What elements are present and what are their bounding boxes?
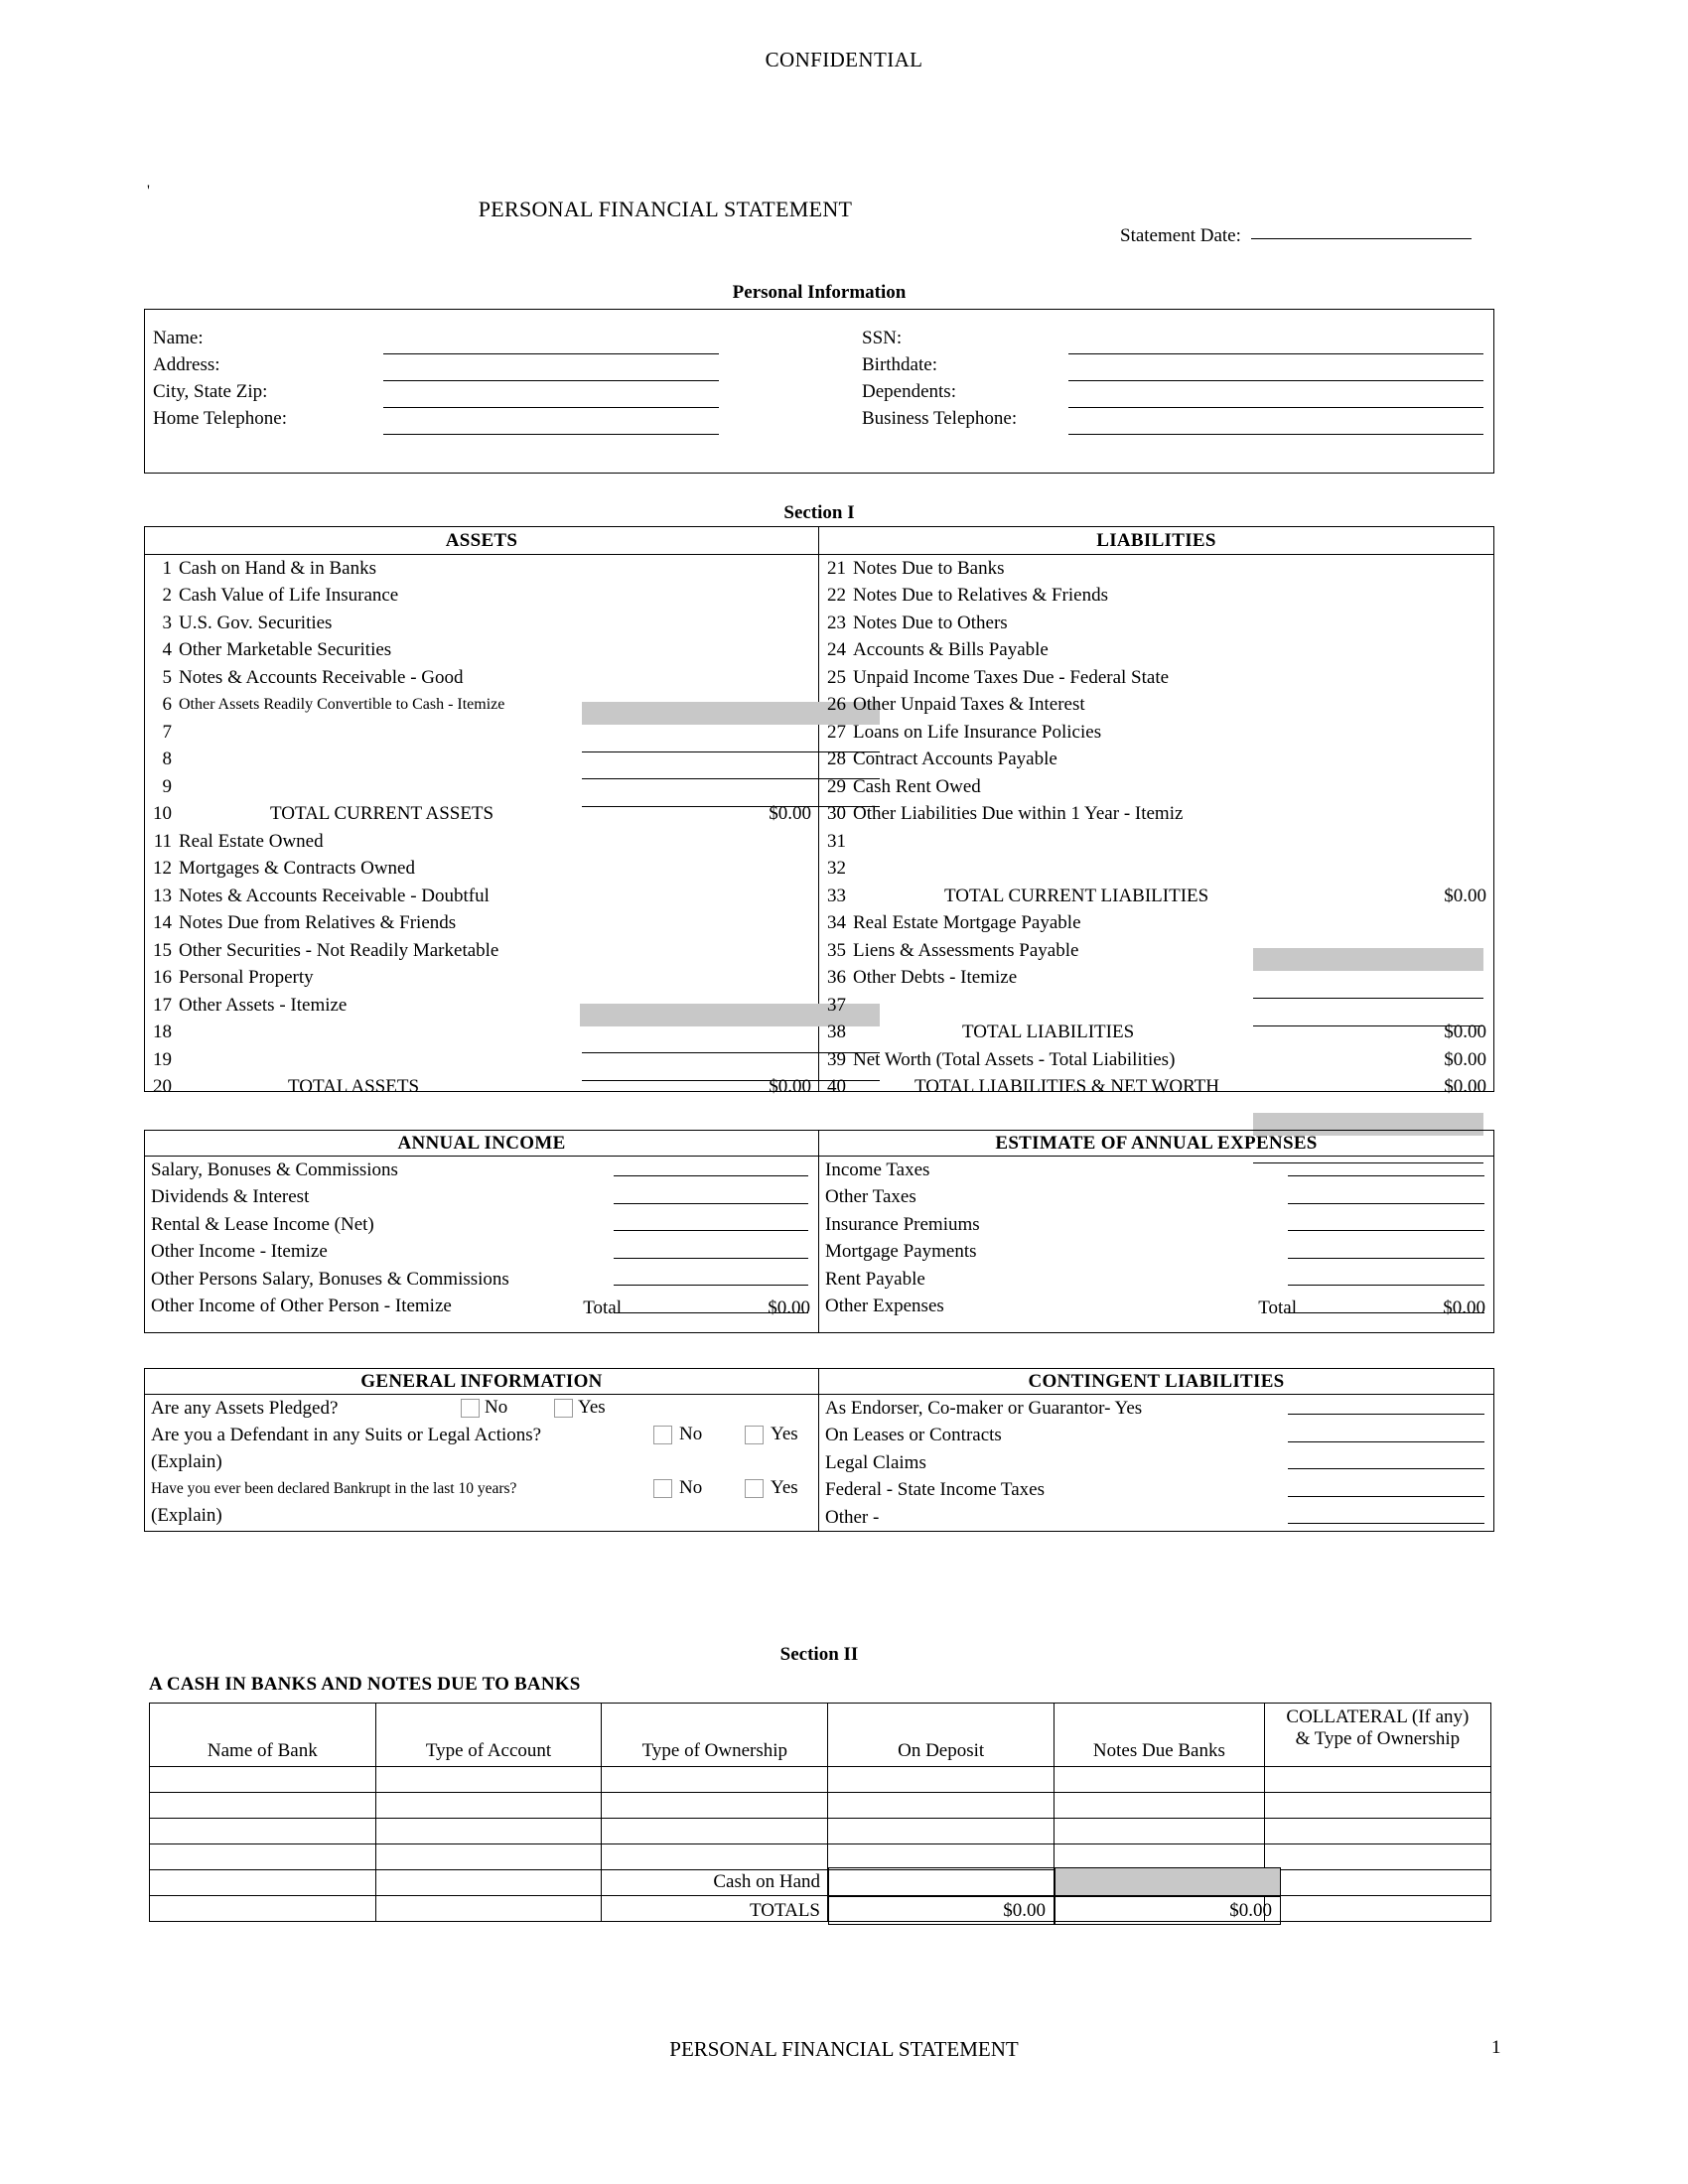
annual-income-label: Other Persons Salary, Bonuses & Commissions (151, 1268, 509, 1290)
contingent-liability-label: As Endorser, Co-maker or Guarantor- Yes (825, 1397, 1143, 1419)
defendant-no-checkbox[interactable] (653, 1426, 672, 1444)
assets-line-number: 17 (153, 994, 172, 1016)
assets-line-label: Cash Value of Life Insurance (179, 585, 399, 607)
annual-income-rows (145, 1157, 818, 1320)
assets-line-number: 10 (153, 803, 172, 825)
statement-date-field[interactable] (1120, 224, 1472, 247)
assets-pledged-yes-label: Yes (578, 1397, 606, 1418)
page-title: PERSONAL FINANCIAL STATEMENT (478, 197, 853, 221)
liabilities-line-number: 30 (827, 803, 846, 825)
income-input-4[interactable] (614, 1258, 808, 1259)
bank-table-cell[interactable] (1264, 1793, 1490, 1819)
income-total-label: Total (583, 1297, 622, 1318)
liabilities-line-number: 35 (827, 939, 846, 961)
annual-expense-label: Insurance Premiums (825, 1213, 980, 1235)
assets-row (145, 1074, 818, 1102)
liabilities-line-number: 39 (827, 1048, 846, 1070)
assets-row (145, 801, 818, 829)
bank-table-cell[interactable] (1264, 1819, 1490, 1844)
liabilities-line-label: Real Estate Mortgage Payable (853, 912, 1081, 934)
liabilities-row (819, 828, 1493, 856)
assets-line-number: 3 (162, 612, 172, 633)
contingent-liability-label: Legal Claims (825, 1451, 926, 1473)
liabilities-line-label: Notes Due to Relatives & Friends (853, 585, 1108, 607)
assets-line-label: Real Estate Owned (179, 830, 324, 852)
liabilities-row (819, 719, 1493, 747)
liabilities-column (819, 527, 1493, 1098)
label-home-telephone: Home Telephone: (153, 408, 287, 429)
personal-information-heading: Personal Information (732, 282, 907, 303)
personal-information-box (144, 309, 1494, 474)
defendant-no-label: No (679, 1424, 703, 1444)
assets-line-number: 1 (162, 557, 172, 579)
liabilities-line-amount: $0.00 (1444, 1022, 1486, 1043)
statement-date-label: Statement Date: (1120, 225, 1241, 246)
annual-income-label: Rental & Lease Income (Net) (151, 1213, 374, 1235)
bank-table-cell[interactable] (375, 1844, 602, 1870)
annual-expenses-rows (819, 1157, 1493, 1320)
liabilities-line-number: 31 (827, 830, 846, 852)
assets-line-number: 18 (153, 1022, 172, 1043)
annual-income-row (145, 1294, 818, 1321)
stray-tick-mark: ' (147, 183, 150, 200)
bankrupt-yes-checkbox[interactable] (745, 1479, 764, 1498)
liabilities-line-label: Accounts & Bills Payable (853, 639, 1049, 661)
liabilities-line-label: Notes Due to Others (853, 612, 1008, 633)
contingent-input-5[interactable] (1288, 1523, 1484, 1524)
assets-line-label: Cash on Hand & in Banks (179, 557, 376, 579)
label-name: Name: (153, 328, 204, 348)
assets-pledged-no-label: No (485, 1397, 508, 1418)
collateral-line-1: COLLATERAL (If any) (1286, 1706, 1470, 1727)
expense-input-6[interactable] (1288, 1312, 1484, 1313)
general-question-3: Have you ever been declared Bankrupt in the last 10 years? (151, 1479, 517, 1497)
annual-expense-label: Other Taxes (825, 1186, 916, 1208)
liabilities-line-label: Loans on Life Insurance Policies (853, 721, 1102, 743)
general-contingent-box (144, 1368, 1494, 1532)
income-expenses-box (144, 1130, 1494, 1333)
input-home-telephone[interactable] (383, 434, 719, 435)
liabilities-line-label: TOTAL CURRENT LIABILITIES (944, 885, 1209, 906)
annual-income-row (145, 1157, 818, 1184)
contingent-input-1[interactable] (1288, 1414, 1484, 1415)
annual-expenses-heading: ESTIMATE OF ANNUAL EXPENSES (819, 1131, 1493, 1157)
section-one-label: Section I (783, 502, 855, 523)
expenses-total-value: $0.00 (1443, 1297, 1485, 1318)
assets-row (145, 856, 818, 884)
contingent-liability-label: On Leases or Contracts (825, 1425, 1002, 1446)
liabilities-row (819, 664, 1493, 692)
contingent-input-3[interactable] (1288, 1468, 1484, 1469)
defendant-yes-checkbox[interactable] (745, 1426, 764, 1444)
liabilities-row (819, 801, 1493, 829)
liabilities-row (819, 992, 1493, 1020)
label-birthdate: Birthdate: (862, 354, 937, 375)
bank-table-cell[interactable] (150, 1844, 376, 1870)
liabilities-line-number: 28 (827, 749, 846, 770)
liabilities-line-number: 21 (827, 557, 846, 579)
liabilities-row (819, 856, 1493, 884)
assets-line-number: 12 (153, 858, 172, 880)
liabilities-row (819, 1020, 1493, 1047)
assets-liabilities-box (144, 526, 1494, 1098)
footer-page-number: 1 (1491, 2037, 1501, 2058)
bank-table-cell[interactable] (828, 1793, 1055, 1819)
liabilities-line-label: Cash Rent Owed (853, 775, 981, 797)
table-row (150, 1793, 1491, 1819)
col-header-collateral (1264, 1704, 1490, 1767)
section-two-subtitle: A CASH IN BANKS AND NOTES DUE TO BANKS (149, 1674, 581, 1695)
income-input-2[interactable] (614, 1203, 808, 1204)
assets-line-label: Other Assets - Itemize (179, 994, 348, 1016)
bank-table-cell[interactable] (1055, 1767, 1265, 1793)
annual-income-label: Dividends & Interest (151, 1186, 310, 1208)
assets-pledged-no-checkbox[interactable] (461, 1399, 480, 1418)
general-question-3-row (145, 1475, 818, 1502)
col-header-on-deposit: On Deposit (828, 1704, 1055, 1767)
annual-income-column (145, 1131, 819, 1332)
liabilities-line-number: 24 (827, 639, 846, 661)
assets-line-number: 8 (162, 749, 172, 770)
bankrupt-yes-label: Yes (771, 1477, 798, 1498)
assets-heading: ASSETS (145, 527, 818, 555)
bank-table-cell[interactable] (1055, 1844, 1265, 1870)
assets-row (145, 610, 818, 637)
footer-title: PERSONAL FINANCIAL STATEMENT (669, 2037, 1019, 2061)
col-header-type-of-account: Type of Account (375, 1704, 602, 1767)
assets-row (145, 1046, 818, 1074)
liabilities-row (819, 692, 1493, 720)
liabilities-row (819, 747, 1493, 774)
statement-date-rule[interactable] (1251, 224, 1472, 239)
assets-column (145, 527, 819, 1098)
annual-expense-label: Rent Payable (825, 1268, 925, 1290)
liabilities-line-amount: $0.00 (1444, 1076, 1486, 1098)
bank-table-cell[interactable] (602, 1793, 828, 1819)
annual-expense-row (819, 1294, 1493, 1321)
bank-table-cell[interactable] (828, 1767, 1055, 1793)
assets-line-amount: $0.00 (769, 803, 811, 825)
assets-line-number: 4 (162, 639, 172, 661)
annual-income-row (145, 1211, 818, 1239)
input-dependents[interactable] (1068, 407, 1483, 408)
assets-row (145, 664, 818, 692)
input-ssn[interactable] (1068, 353, 1483, 354)
assets-line-label: Notes & Accounts Receivable - Good (179, 666, 464, 688)
contingent-liabilities-column (819, 1369, 1493, 1531)
assets-line-number: 20 (153, 1076, 172, 1098)
annual-income-row (145, 1266, 818, 1294)
assets-line-label: Other Marketable Securities (179, 639, 392, 661)
bank-table-header (150, 1704, 1491, 1767)
liabilities-input-32[interactable] (1253, 1025, 1483, 1026)
cash-on-hand-label: Cash on Hand (713, 1870, 820, 1892)
income-input-3[interactable] (614, 1230, 808, 1231)
assets-row (145, 883, 818, 910)
input-business-telephone[interactable] (1068, 434, 1483, 435)
bank-table-cell[interactable] (602, 1767, 828, 1793)
totals-notes-due-value: $0.00 (1055, 1896, 1281, 1925)
liabilities-line-number: 38 (827, 1022, 846, 1043)
liabilities-rows (819, 555, 1493, 1101)
general-information-column (145, 1369, 819, 1531)
liabilities-line-number: 34 (827, 912, 846, 934)
assets-row (145, 583, 818, 611)
contingent-liabilities-heading: CONTINGENT LIABILITIES (819, 1369, 1493, 1395)
general-question-1: Are any Assets Pledged? (151, 1397, 339, 1419)
label-business-telephone: Business Telephone: (862, 408, 1018, 429)
contingent-liability-row (819, 1504, 1493, 1532)
contingent-liability-label: Federal - State Income Taxes (825, 1479, 1045, 1501)
contingent-liabilities-rows (819, 1395, 1493, 1532)
liabilities-line-label: Net Worth (Total Assets - Total Liabilities) (853, 1048, 1176, 1070)
bank-table-cell[interactable] (150, 1767, 376, 1793)
table-row (150, 1819, 1491, 1844)
liabilities-row (819, 637, 1493, 665)
bank-table-cell[interactable] (828, 1819, 1055, 1844)
assets-line-number: 5 (162, 666, 172, 688)
bank-table-cell[interactable] (375, 1819, 602, 1844)
liabilities-row (819, 883, 1493, 910)
cash-on-hand-deposit-input[interactable] (828, 1867, 1055, 1896)
annual-expense-row (819, 1184, 1493, 1212)
liabilities-line-label: TOTAL LIABILITIES (962, 1022, 1135, 1043)
assets-pledged-yes-checkbox[interactable] (554, 1399, 573, 1418)
confidential-marking: CONFIDENTIAL (765, 48, 923, 71)
contingent-liability-row (819, 1423, 1493, 1450)
liabilities-row (819, 555, 1493, 583)
liabilities-input-31[interactable] (1253, 998, 1483, 999)
bank-table-cell[interactable] (375, 1767, 602, 1793)
assets-line-label: U.S. Gov. Securities (179, 612, 333, 633)
assets-line-number: 9 (162, 775, 172, 797)
assets-line-number: 19 (153, 1048, 172, 1070)
annual-income-label: Other Income of Other Person - Itemize (151, 1296, 452, 1317)
assets-line-label: TOTAL ASSETS (288, 1076, 420, 1098)
collateral-line-2: & Type of Ownership (1295, 1727, 1461, 1749)
annual-expense-row (819, 1157, 1493, 1184)
liabilities-line-number: 22 (827, 585, 846, 607)
assets-row (145, 965, 818, 993)
assets-line-label: Mortgages & Contracts Owned (179, 858, 415, 880)
liabilities-line-label: Other Debts - Itemize (853, 967, 1018, 989)
assets-line-label: Notes & Accounts Receivable - Doubtful (179, 885, 490, 906)
liabilities-line-number: 27 (827, 721, 846, 743)
assets-line-amount: $0.00 (769, 1076, 811, 1098)
bank-table-cell[interactable] (1055, 1793, 1265, 1819)
annual-income-heading: ANNUAL INCOME (145, 1131, 818, 1157)
liabilities-row (819, 610, 1493, 637)
annual-expense-label: Other Expenses (825, 1296, 944, 1317)
liabilities-line-amount: $0.00 (1444, 885, 1486, 906)
assets-row (145, 828, 818, 856)
liabilities-line-amount: $0.00 (1444, 1048, 1486, 1070)
assets-row (145, 637, 818, 665)
general-explain-2-row[interactable] (145, 1502, 818, 1529)
contingent-liability-row (819, 1395, 1493, 1423)
cash-on-hand-notes-cell (1055, 1867, 1281, 1896)
bank-table-cell[interactable] (828, 1844, 1055, 1870)
bank-table-cell[interactable] (602, 1819, 828, 1844)
contingent-input-2[interactable] (1288, 1441, 1484, 1442)
liabilities-line-label: Liens & Assessments Payable (853, 939, 1079, 961)
expense-input-1[interactable] (1288, 1175, 1484, 1176)
totals-on-deposit-value: $0.00 (828, 1896, 1055, 1925)
liabilities-line-label: Other Liabilities Due within 1 Year - Itemiz (853, 803, 1184, 825)
assets-line-label: Personal Property (179, 967, 314, 989)
income-total-value: $0.00 (768, 1297, 810, 1318)
input-birthdate[interactable] (1068, 380, 1483, 381)
liabilities-itemize-fill-30[interactable] (1253, 948, 1483, 971)
assets-line-label: Other Assets Readily Convertible to Cash - Itemize (179, 696, 505, 714)
bank-table-cell[interactable] (375, 1793, 602, 1819)
annual-expense-row (819, 1211, 1493, 1239)
annual-expenses-column (819, 1131, 1493, 1332)
bank-totals-area (149, 1867, 1491, 1925)
assets-line-number: 14 (153, 912, 172, 934)
liabilities-line-label: TOTAL LIABILITIES & NET WORTH (914, 1076, 1219, 1098)
general-question-1-row (145, 1395, 818, 1422)
general-explain-1-row[interactable] (145, 1448, 818, 1475)
label-address: Address: (153, 354, 220, 375)
expense-input-3[interactable] (1288, 1230, 1484, 1231)
liabilities-heading: LIABILITIES (819, 527, 1493, 555)
assets-row (145, 555, 818, 583)
bank-table-cell[interactable] (150, 1793, 376, 1819)
cash-on-hand-row (149, 1867, 1491, 1896)
liabilities-line-number: 29 (827, 775, 846, 797)
label-ssn: SSN: (862, 328, 903, 348)
liabilities-line-label: Contract Accounts Payable (853, 749, 1057, 770)
liabilities-line-label: Notes Due to Banks (853, 557, 1005, 579)
bank-table-cell[interactable] (1055, 1819, 1265, 1844)
general-explain-1: (Explain) (151, 1450, 222, 1472)
liabilities-row (819, 1074, 1493, 1102)
col-header-name-of-bank: Name of Bank (150, 1704, 376, 1767)
section-two-label: Section II (779, 1644, 859, 1665)
annual-income-label: Other Income - Itemize (151, 1241, 328, 1263)
contingent-liability-row (819, 1477, 1493, 1505)
liabilities-line-number: 25 (827, 666, 846, 688)
annual-expense-row (819, 1239, 1493, 1267)
assets-line-number: 15 (153, 939, 172, 961)
expense-input-5[interactable] (1288, 1285, 1484, 1286)
assets-line-label: Other Securities - Not Readily Marketable (179, 939, 499, 961)
liabilities-row (819, 910, 1493, 938)
expenses-total-label: Total (1258, 1297, 1297, 1318)
input-name[interactable] (383, 353, 719, 354)
liabilities-line-number: 32 (827, 858, 846, 880)
assets-row (145, 747, 818, 774)
annual-expense-row (819, 1266, 1493, 1294)
liabilities-line-label: Other Unpaid Taxes & Interest (853, 694, 1085, 716)
bank-table-cell[interactable] (150, 1819, 376, 1844)
totals-label: TOTALS (750, 1899, 820, 1921)
contingent-input-4[interactable] (1288, 1496, 1484, 1497)
bank-table-cell[interactable] (602, 1844, 828, 1870)
contingent-liability-label: Other - (825, 1506, 880, 1528)
annual-income-label: Salary, Bonuses & Commissions (151, 1159, 398, 1180)
bankrupt-no-checkbox[interactable] (653, 1479, 672, 1498)
income-input-5[interactable] (614, 1285, 808, 1286)
assets-line-label: Notes Due from Relatives & Friends (179, 912, 457, 934)
general-question-2-row (145, 1422, 818, 1448)
liabilities-line-number: 33 (827, 885, 846, 906)
assets-line-number: 13 (153, 885, 172, 906)
table-row (150, 1844, 1491, 1870)
assets-row (145, 910, 818, 938)
input-city-state-zip[interactable] (383, 407, 719, 408)
assets-line-number: 16 (153, 967, 172, 989)
general-explain-2: (Explain) (151, 1504, 222, 1526)
defendant-yes-label: Yes (771, 1424, 798, 1444)
annual-expense-label: Mortgage Payments (825, 1241, 977, 1263)
table-row (150, 1767, 1491, 1793)
annual-income-row (145, 1184, 818, 1212)
col-header-notes-due-banks: Notes Due Banks (1055, 1704, 1265, 1767)
annual-income-row (145, 1239, 818, 1267)
bankrupt-no-label: No (679, 1477, 703, 1498)
assets-line-number: 6 (162, 694, 172, 716)
annual-expense-label: Income Taxes (825, 1159, 930, 1180)
assets-row (145, 937, 818, 965)
assets-line-number: 7 (162, 721, 172, 743)
label-dependents: Dependents: (862, 381, 956, 402)
assets-line-label: TOTAL CURRENT ASSETS (270, 803, 494, 825)
table-header-row (150, 1704, 1491, 1767)
label-city-state-zip: City, State Zip: (153, 381, 268, 402)
bank-table-cell[interactable] (1264, 1767, 1490, 1793)
liabilities-line-number: 40 (827, 1076, 846, 1098)
liabilities-line-label: Unpaid Income Taxes Due - Federal State (853, 666, 1170, 688)
input-address[interactable] (383, 380, 719, 381)
assets-line-number: 11 (153, 830, 172, 852)
bank-table-cell[interactable] (1264, 1844, 1490, 1870)
income-input-6[interactable] (614, 1312, 808, 1313)
general-information-heading: GENERAL INFORMATION (145, 1369, 818, 1395)
liabilities-line-number: 37 (827, 994, 846, 1016)
liabilities-line-number: 26 (827, 694, 846, 716)
liabilities-row (819, 773, 1493, 801)
liabilities-line-number: 36 (827, 967, 846, 989)
expense-input-4[interactable] (1288, 1258, 1484, 1259)
totals-row (149, 1896, 1491, 1925)
general-question-2: Are you a Defendant in any Suits or Legal Actions? (151, 1424, 542, 1445)
col-header-type-of-ownership: Type of Ownership (602, 1704, 828, 1767)
contingent-liability-row (819, 1449, 1493, 1477)
liabilities-line-number: 23 (827, 612, 846, 633)
income-input-1[interactable] (614, 1175, 808, 1176)
liabilities-row (819, 1046, 1493, 1074)
liabilities-row (819, 583, 1493, 611)
assets-line-number: 2 (162, 585, 172, 607)
expense-input-2[interactable] (1288, 1203, 1484, 1204)
